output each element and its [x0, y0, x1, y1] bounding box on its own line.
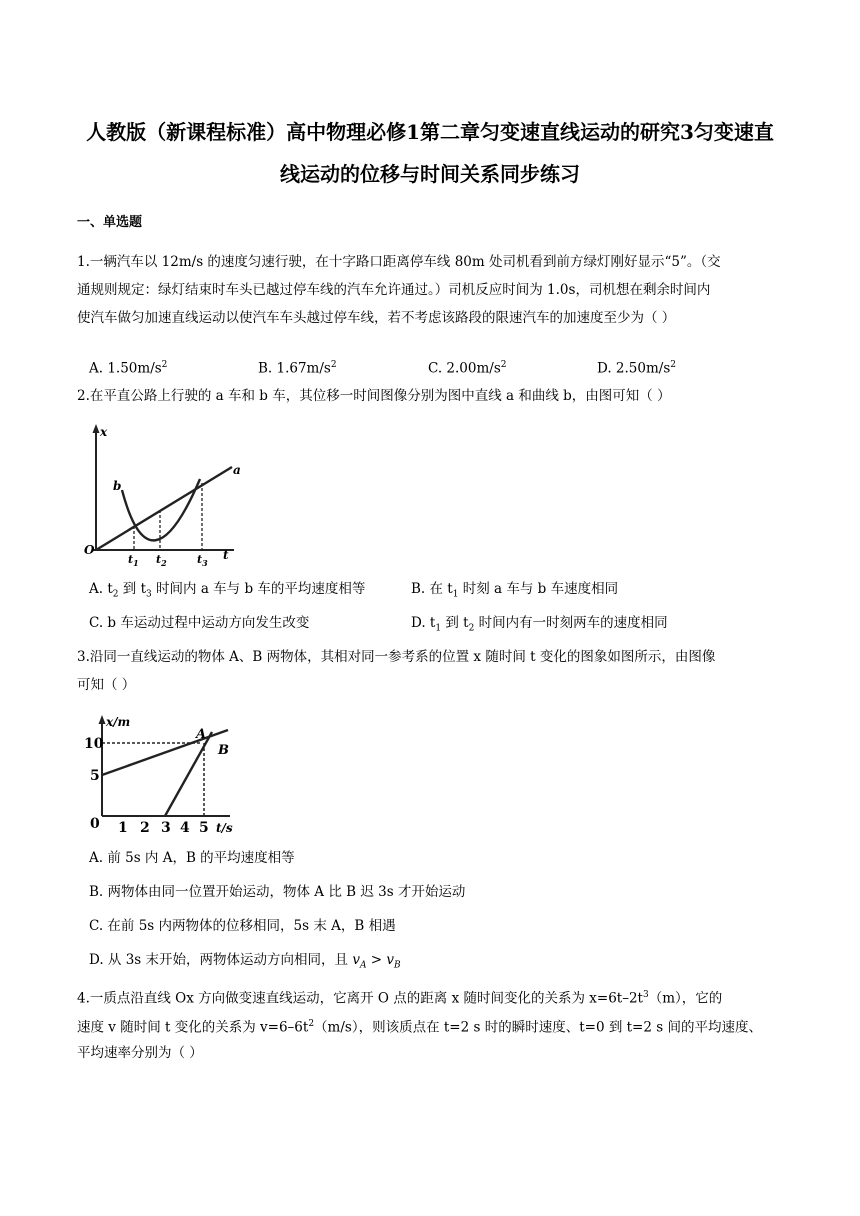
- q3-option-d-vb: v: [386, 952, 395, 968]
- q2-t2-letter: t: [156, 553, 162, 566]
- q2-option-d-post: 时间内有一时刻两车的速度相同: [474, 615, 668, 631]
- q3-y-tick-10: 10: [84, 736, 104, 752]
- q2-t1-label: [128, 553, 139, 567]
- q1-option-c: [428, 355, 507, 379]
- q2-x-label: t: [223, 548, 229, 562]
- q2-t2-label: [156, 553, 167, 567]
- q4-line1-post: （m），它的: [648, 990, 723, 1007]
- q1-option-b-sup: 2: [330, 360, 337, 370]
- q3-label-a: A: [196, 727, 207, 742]
- q2-option-d-sub2: 2: [468, 623, 475, 634]
- q3-option-c: C. 在前 5s 内两物体的位移相同，5s 末 A，B 相遇: [89, 918, 396, 934]
- q3-option-d-gt: >: [366, 952, 387, 968]
- q3-x-label: t/s: [216, 821, 233, 835]
- q4-line1-sup: 3: [642, 990, 649, 1000]
- q4-line2-pre: 速度 v 随时间 t 变化的关系为 v=6–6t: [77, 1019, 309, 1036]
- q2-t3-sub: 3: [202, 558, 208, 567]
- q3-option-d-sub-b: B: [394, 960, 401, 971]
- q3-y-tick-0: 0: [90, 816, 100, 832]
- q4-line2-sup: 2: [308, 1019, 315, 1029]
- q2-option-b-post: 时刻 a 车与 b 车速度相同: [458, 581, 619, 597]
- q1-option-b: [258, 355, 337, 379]
- q2-t3-label: [197, 553, 208, 567]
- q3-x-tick-3: 3: [161, 820, 171, 836]
- q3-y-label: x/m: [106, 715, 131, 729]
- q4-text-line-2: [77, 1014, 762, 1038]
- q2-option-a-post: 时间内 a 车与 b 车的平均速度相等: [151, 581, 366, 597]
- q2-curve-b-label: b: [113, 479, 122, 493]
- q3-y-arrow: [99, 715, 106, 724]
- q2-option-d-mid: 到 t: [441, 615, 469, 631]
- q3-y-tick-5: 5: [90, 768, 100, 784]
- q2-origin-label: O: [84, 543, 95, 557]
- q3-figure: [80, 712, 260, 846]
- q1-option-a-sup: 2: [161, 360, 168, 370]
- q1-option-a: [89, 355, 167, 379]
- q2-figure: [80, 422, 260, 571]
- q3-option-a: A. 前 5s 内 A，B 的平均速度相等: [89, 850, 295, 866]
- q3-option-d: [89, 950, 401, 976]
- q1-text-line-3: 使汽车做匀加速直线运动以使汽车车头越过停车线，若不考虑该路段的限速汽车的加速度至少为（ ）: [77, 310, 676, 326]
- q3-x-tick-4: 4: [180, 820, 190, 836]
- q4-line1-pre: 4.一质点沿直线 Ox 方向做变速直线运动，它离开 O 点的距离 x 随时间变化的关系为 x=6t–2t: [77, 990, 643, 1007]
- q2-t1-sub: 1: [133, 558, 139, 567]
- q2-option-a-mid: 到 t: [118, 581, 147, 597]
- q4-text-line-1: [77, 985, 722, 1009]
- q1-option-c-text: C. 2.00m/s: [428, 360, 501, 377]
- q3-x-tick-1: 1: [118, 820, 128, 836]
- q2-option-a-sub2: 3: [146, 589, 152, 600]
- q1-option-a-text: A. 1.50m/s: [89, 360, 162, 377]
- q2-option-a-pre: A. t: [89, 581, 113, 597]
- q3-label-b: B: [218, 743, 229, 758]
- q2-option-b-pre: B. 在 t: [411, 581, 453, 597]
- q2-option-d: [411, 613, 668, 639]
- q2-t1-letter: t: [128, 553, 134, 566]
- q1-text-line-2: 通规则规定：绿灯结束时车头已越过停车线的汽车允许通过。）司机反应时间为 1.0s，司机想在剩余时间内: [77, 282, 711, 298]
- q1-text-line-1: 1.一辆汽车以 12m/s 的速度匀速行驶，在十字路口距离停车线 80m 处司机看到前方绿灯刚好显示“5”。（交: [77, 254, 721, 270]
- q2-t2-sub: 2: [161, 558, 167, 567]
- q1-option-d-sup: 2: [670, 360, 676, 370]
- q2-option-d-pre: D. t: [411, 615, 436, 631]
- q2-option-d-sub1: 1: [435, 623, 442, 634]
- q2-line-a-label: a: [233, 463, 241, 477]
- q3-text-line-1: 3.沿同一直线运动的物体 A、B 两物体，其相对同一参考系的位置 x 随时间 t 变化的图象如图所示，由图像: [77, 649, 716, 665]
- q1-option-d: [597, 355, 676, 379]
- q2-option-b-sub: 1: [452, 589, 459, 600]
- q2-y-label: x: [100, 425, 108, 439]
- q2-option-a: [89, 579, 365, 605]
- q3-x-tick-5: 5: [199, 820, 209, 836]
- q1-option-c-sup: 2: [500, 360, 507, 370]
- q3-option-b: B. 两物体由同一位置开始运动，物体 A 比 B 迟 3s 才开始运动: [89, 884, 466, 900]
- q2-option-c: C. b 车运动过程中运动方向发生改变: [89, 615, 310, 631]
- document-title-line-1: 人教版（新课程标准）高中物理必修1第二章匀变速直线运动的研究3匀变速直: [86, 120, 774, 144]
- section-heading: 一、单选题: [77, 215, 143, 230]
- q2-y-arrow: [93, 424, 100, 433]
- q4-text-line-3: 平均速率分别为（ ）: [77, 1045, 203, 1061]
- q2-option-a-sub1: 2: [112, 589, 119, 600]
- q3-x-tick-2: 2: [140, 820, 150, 836]
- q1-option-b-text: B. 1.67m/s: [258, 360, 331, 377]
- q3-option-d-sub-a: A: [359, 960, 367, 971]
- q2-t3-letter: t: [197, 553, 203, 566]
- document-title-line-2: 线运动的位移与时间关系同步练习: [280, 162, 580, 186]
- q4-line2-post: （m/s），则该质点在 t=2 s 时的瞬时速度、t=0 到 t=2 s 间的平均速度、: [314, 1019, 762, 1036]
- q2-text-line-1: 2.在平直公路上行驶的 a 车和 b 车，其位移一时间图像分别为图中直线 a 和曲线 b，由图可知（ ）: [77, 388, 671, 404]
- q3-option-d-va: v: [352, 952, 360, 968]
- q3-option-d-pre: D. 从 3s 末开始，两物体运动方向相同，且: [89, 952, 353, 968]
- q3-text-line-2: 可知（ ）: [77, 677, 136, 693]
- q1-option-d-text: D. 2.50m/s: [597, 360, 671, 377]
- q2-option-b: [411, 579, 618, 605]
